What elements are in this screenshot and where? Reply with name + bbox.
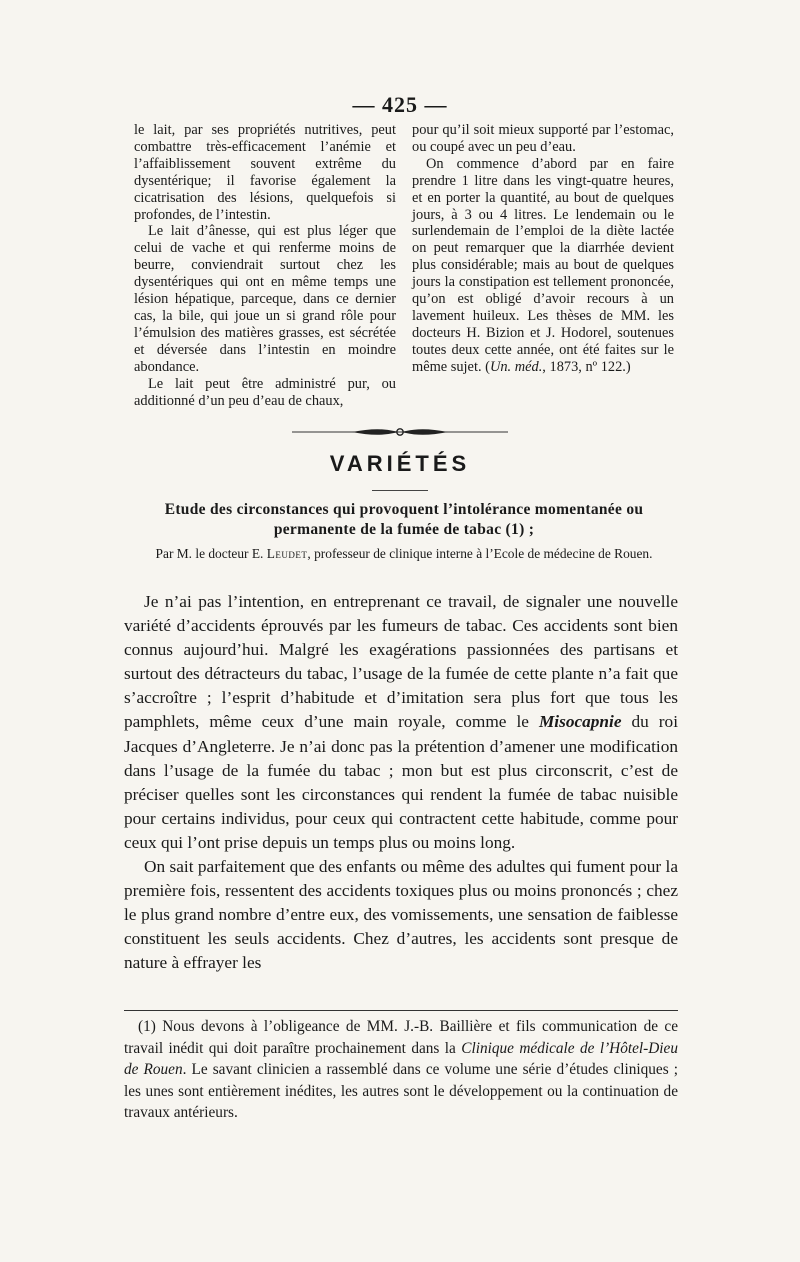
byline-prefix: Par M. le docteur E. bbox=[155, 546, 267, 561]
section-title: VARIÉTÉS bbox=[329, 451, 471, 476]
body-paragraph-1-a: Je n’ai pas l’intention, en entreprenant ce travail, de signaler une nouvelle variété d’accidents éprouvés par les fumeurs de tabac. Ces accidents sont bien connus aujourd’hui. Malgré les exagérations passionnées des partisans et surtout des détracteurs du tabac, l’usage de la fumée de cette plante n’a fait que s’accroître ; l’esprit d’habitude et d’imitation sera plus fort que tous les pamphlets, même ceux d’une main royale, comme le bbox=[124, 592, 678, 732]
ornamental-divider-icon bbox=[292, 426, 508, 438]
right-column bbox=[412, 122, 674, 409]
page-number: — 425 — bbox=[352, 92, 448, 117]
footnote-paragraph bbox=[124, 1016, 678, 1124]
footnote-a: (1) Nous devons à l’obligeance de MM. J.-B. Baillière et fils communication de ce travail inédit qui doit paraître prochainement dans la bbox=[124, 1018, 678, 1057]
body-paragraph-2: On sait parfaitement que des enfants ou même des adultes qui fument pour la première fois, ressentent des accidents toxiques plus ou moins prononcés ; chez le plus grand nombre d’entre eux, des vomissements, une sensation de faiblesse constituent les seuls accidents. Chez d’autres, les accidents sont presque de nature à effrayer les bbox=[124, 857, 678, 973]
title-rule bbox=[372, 490, 428, 491]
footnote-work: Clinique médicale de l’Hôtel-Dieu de Rouen bbox=[124, 1039, 678, 1079]
left-paragraph-2: Le lait d’ânesse, qui est plus léger que celui de vache et qui renferme moins de beurre, conviendrait surtout chez les dysentériques qui ont en même temps une lésion hépatique, parceque, dans ce dernier cas, la bile, qui joue un si grand rôle pour l’émulsion des matières grasses, est sécrétée et déversée dans l’intestin en moindre abondance. bbox=[134, 223, 396, 375]
right-paragraph-2 bbox=[412, 156, 674, 376]
byline-suffix: , professeur de clinique interne à l’Ecole de médecine de Rouen. bbox=[307, 546, 653, 561]
footnote-rule bbox=[124, 1010, 678, 1011]
byline-author: Leudet bbox=[266, 546, 308, 561]
byline bbox=[140, 546, 668, 561]
left-column bbox=[134, 122, 396, 409]
reference-open: ( bbox=[481, 358, 490, 375]
right-paragraph-1: pour qu’il soit mieux supporté par l’estomac, ou coupé avec un peu d’eau. bbox=[412, 122, 674, 155]
right-paragraph-2-text: On commence d’abord par en faire prendre 1 litre dans les vingt-quatre heures, et en porter la quantité, au bout de quelques jours, à 3 ou 4 litres. Le lendemain ou le surlendemain de l’emploi de la diète lactée on peut remarquer que la diarrhée devient plus considérable; mais au bout de quelques jours la constipation est tellement prononcée, qu’on est obligé d’avoir recours à un lavement huileux. Les thèses de MM. les docteurs H. Bizion et J. Hodorel, soutenues toutes deux cette année, ont été faites sur le même sujet. bbox=[412, 155, 674, 375]
work-title: Misocapnie bbox=[538, 712, 622, 732]
reference-journal: Un. méd. bbox=[489, 358, 543, 375]
footnote-b: . Le savant clinicien a rassemblé dans ce volume une série d’études cliniques ; les unes sont entièrement inédites, les autres sont le développement ou la continuation de travaux antérieurs. bbox=[124, 1061, 678, 1122]
reference-close: , 1873, nº 122.) bbox=[542, 358, 631, 375]
left-paragraph-3: Le lait peut être administré pur, ou additionné d’un peu d’eau de chaux, bbox=[134, 375, 396, 409]
article-title: Etude des circonstances qui provoquent l’intolérance momentanée ou permanente de la fumée de tabac (1) ; bbox=[164, 501, 644, 538]
left-paragraph-1: le lait, par ses propriétés nutritives, peut combattre très-efficacement l’anémie et l’affaiblissement souvent extrême du dysentérique; il favorise également la cicatrisation des lésions, quelquefois si profondes, de l’intestin. bbox=[134, 122, 396, 223]
body-paragraph-1-b: du roi Jacques d’Angleterre. Je n’ai donc pas la prétention d’amener une modification dans l’usage de la fumée du tabac ; mon but est plus circonscrit, c’est de préciser quelles sont les circonstances qui rendent la fumée de tabac nuisible pour certains individus, pour ceux qui contractent cette habitude, comme pour ceux qui l’ont prise depuis un temps plus ou moins long. bbox=[124, 712, 678, 852]
article-body bbox=[124, 590, 678, 976]
body-paragraph-1 bbox=[124, 590, 678, 855]
two-column-block bbox=[134, 122, 674, 409]
footnote bbox=[124, 1016, 678, 1124]
